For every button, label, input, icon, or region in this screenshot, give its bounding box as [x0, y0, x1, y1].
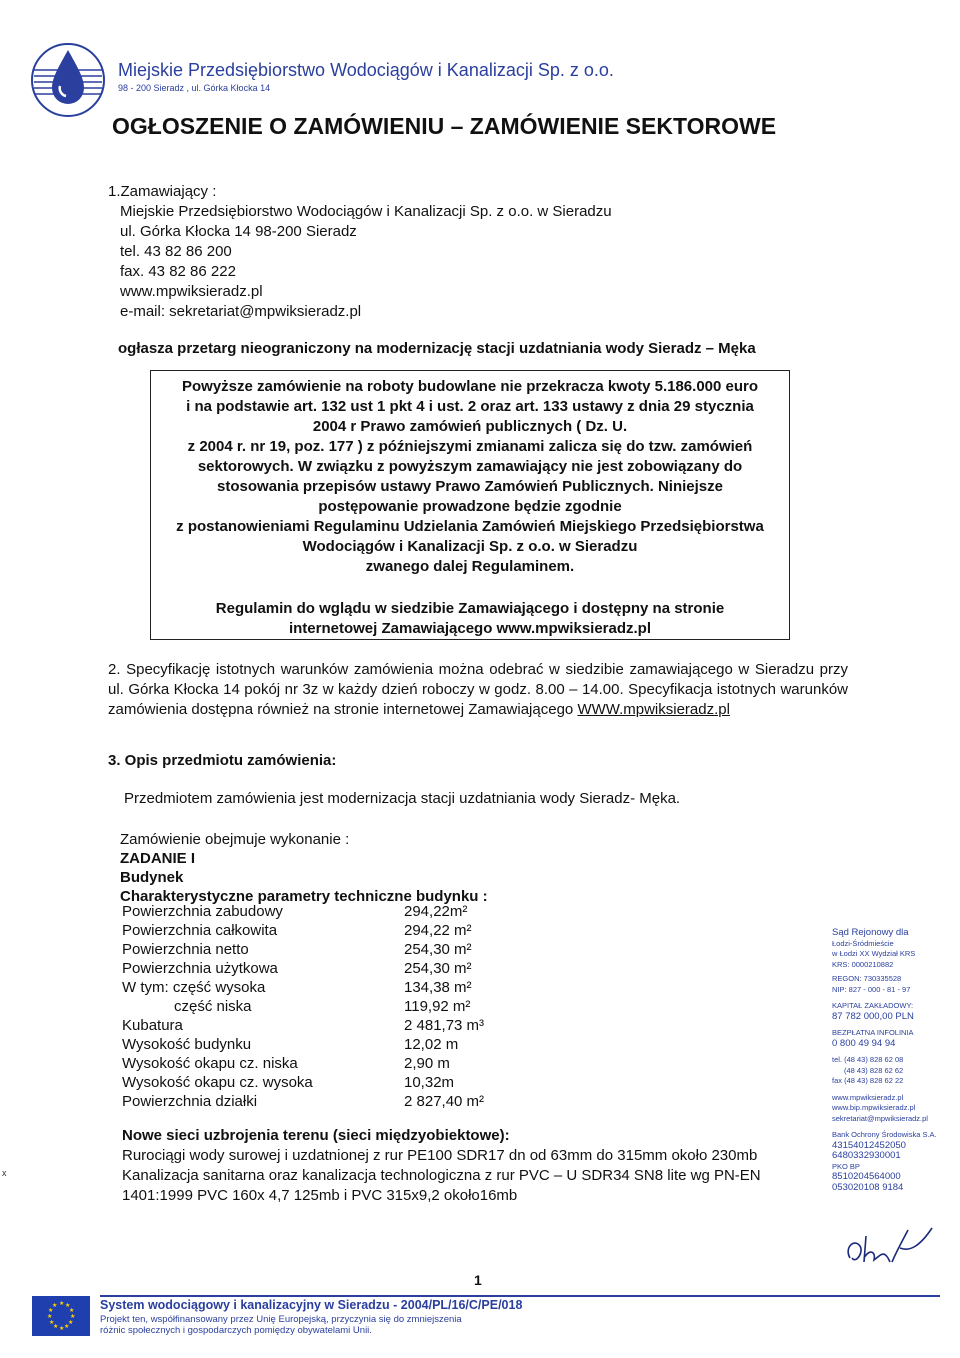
- regulation-line: internetowej Zamawiającego www.mpwiksieradz.pl: [288, 620, 652, 637]
- box-line: 2004 r Prawo zamówień publicznych ( Dz. U.: [312, 418, 628, 435]
- nets-heading: Nowe sieci uzbrojenia terenu (sieci międzyobiektowe):: [122, 1127, 510, 1144]
- page-number: 1: [474, 1272, 482, 1288]
- box-line: sektorowych. W związku z powyższym zamawiający nie jest zobowiązany do: [197, 458, 743, 475]
- table-row: [122, 959, 484, 978]
- court-city: Łodzi-Śródmieście: [832, 938, 894, 948]
- table-row: [122, 1054, 484, 1073]
- handwritten-signature: [840, 1218, 940, 1278]
- box-line: postępowanie prowadzone będzie zgodnie: [318, 498, 622, 515]
- task-label: ZADANIE I: [120, 850, 195, 867]
- param-value: 254,30 m²: [404, 941, 472, 958]
- footer-divider: [100, 1295, 940, 1297]
- authority-fax: fax. 43 82 86 222: [120, 263, 236, 280]
- email-link[interactable]: sekretariat@mpwiksieradz.pl: [832, 1113, 928, 1123]
- bank-account-2-cont: 053020108 9184: [832, 1181, 904, 1193]
- box-line: zwanego dalej Regulaminem.: [365, 558, 575, 575]
- fax-number: fax (48 43) 828 62 22: [832, 1076, 904, 1085]
- footer-funding-note: [100, 1314, 462, 1336]
- company-address: 98 - 200 Sieradz , ul. Górka Kłocka 14: [118, 83, 271, 93]
- funding-line: Projekt ten, współfinansowany przez Unię Europejską, przyczynia się do zmniejszenia: [100, 1314, 462, 1325]
- capital-value: 87 782 000,00 PLN: [832, 1010, 914, 1022]
- bank-account: 43154012452050: [832, 1139, 906, 1151]
- param-label: Powierzchnia całkowita: [122, 922, 278, 939]
- param-value: 2 481,73 m³: [404, 1017, 485, 1034]
- table-row: [122, 902, 484, 921]
- svg-text:★: ★: [70, 1313, 76, 1320]
- param-label: Wysokość okapu cz. niska: [122, 1055, 298, 1072]
- svg-text:★: ★: [48, 1307, 54, 1314]
- hotline-number: 0 800 49 94 94: [832, 1037, 896, 1049]
- box-line: stosowania przepisów ustawy Prawo Zamówień Publicznych. Niniejsze: [217, 478, 723, 495]
- announcement: ogłasza przetarg nieograniczony na modernizację stacji uzdatniania wody Sieradz – Męka: [118, 340, 756, 357]
- svg-text:★: ★: [65, 1302, 71, 1309]
- param-value: 12,02 m: [404, 1036, 459, 1053]
- company-registration-info: [832, 928, 942, 1193]
- legal-notice-box: [150, 370, 790, 640]
- param-label: Powierzchnia netto: [122, 941, 249, 958]
- phone-2: (48 43) 828 62 62: [844, 1065, 904, 1075]
- authority-name: Miejskie Przedsiębiorstwo Wodociągów i Kanalizacji Sp. z o.o. w Sieradzu: [120, 203, 612, 220]
- section-specification: [108, 660, 848, 720]
- nets-line: 1401:1999 PVC 160x 4,7 125mb i PVC 315x9,2 około16mb: [122, 1187, 518, 1204]
- table-row: [122, 1035, 484, 1054]
- table-row: [122, 1016, 484, 1035]
- spec-link[interactable]: WWW.mpwiksieradz.pl: [577, 701, 730, 718]
- param-label: Powierzchnia działki: [122, 1093, 258, 1110]
- svg-text:★: ★: [69, 1307, 75, 1314]
- krs-number: KRS: 0000210882: [832, 959, 894, 969]
- bank-name-2: PKO BP: [832, 1161, 860, 1171]
- bank-account-2: 8510204564000: [832, 1171, 901, 1182]
- section1-heading: 1.Zamawiający :: [108, 183, 217, 200]
- eu-flag-icon: [32, 1296, 90, 1336]
- svg-text:★: ★: [59, 1325, 65, 1332]
- param-value: 2,90 m: [404, 1055, 450, 1072]
- building-parameters-table: [122, 902, 484, 1111]
- param-value: 134,38 m²: [404, 979, 472, 996]
- capital-label: KAPITAŁ ZAKŁADOWY:: [832, 1001, 914, 1010]
- bank-account-cont: 6480332930001: [832, 1150, 901, 1161]
- company-name: Miejskie Przedsiębiorstwo Wodociągów i Kanalizacji Sp. z o.o.: [118, 60, 614, 80]
- box-line: Powyższe zamówienie na roboty budowlane nie przekracza kwoty 5.186.000 euro: [181, 378, 759, 395]
- param-label: Kubatura: [122, 1017, 183, 1034]
- svg-text:★: ★: [53, 1323, 59, 1330]
- box-line: Wodociągów i Kanalizacji Sp. z o.o. w Sieradzu: [302, 538, 638, 555]
- params-heading: Charakterystyczne parametry techniczne budynku :: [120, 888, 488, 905]
- param-label: Powierzchnia zabudowy: [122, 903, 283, 920]
- param-value: 254,30 m²: [404, 960, 472, 977]
- court-dept: w Łodzi XX Wydział KRS: [832, 949, 916, 958]
- param-value: 294,22m²: [404, 903, 468, 920]
- hotline-label: BEZPŁATNA INFOLINIA: [832, 1028, 914, 1037]
- spec-text: 2. Specyfikację istotnych warunków zamówienia można odebrać w siedzibie zamawiającego w Sieradzu przy ul. Górka Kłocka 14 pokój nr 3z w każdy dzień roboczy w godz. 8.00 – 14.00. Specyfikacja istotnych warunków zamówienia dostępna również na stronie internetowej Zamawiającego: [108, 661, 848, 718]
- svg-text:★: ★: [47, 1313, 53, 1320]
- authority-www: www.mpwiksieradz.pl: [120, 283, 263, 300]
- param-label: część niska: [174, 998, 252, 1015]
- svg-text:★: ★: [52, 1302, 58, 1309]
- table-row: [122, 940, 484, 959]
- section-contracting-authority: [108, 182, 612, 322]
- svg-text:★: ★: [59, 1300, 65, 1307]
- svg-text:★: ★: [49, 1319, 55, 1326]
- box-line: z postanowieniami Regulaminu Udzielania Zamówień Miejskiego Przedsiębiorstwa: [176, 518, 764, 535]
- param-label: Wysokość budynku: [122, 1036, 252, 1053]
- param-value: 119,92 m²: [404, 998, 471, 1015]
- table-row: [122, 978, 484, 997]
- nets-line: Kanalizacja sanitarna oraz kanalizacja technologiczna z rur PVC – U SDR34 SN8 lite wg PN-EN: [122, 1167, 761, 1184]
- authority-street: ul. Górka Kłocka 14 98-200 Sieradz: [120, 223, 357, 240]
- param-value: 10,32m: [404, 1074, 455, 1091]
- bank-name: Bank Ochrony Środowiska S.A.: [832, 1130, 937, 1139]
- svg-text:★: ★: [68, 1319, 74, 1326]
- param-label: Powierzchnia użytkowa: [122, 960, 278, 977]
- utility-networks: [122, 1126, 832, 1206]
- building-label: Budynek: [120, 869, 184, 886]
- phone-1: tel. (48 43) 828 62 08: [832, 1055, 904, 1064]
- authority-email: e-mail: sekretariat@mpwiksieradz.pl: [120, 303, 362, 320]
- authority-tel: tel. 43 82 86 200: [120, 243, 232, 260]
- page-title: OGŁOSZENIE O ZAMÓWIENIU – ZAMÓWIENIE SEKTOROWE: [112, 113, 777, 139]
- param-label: W tym: część wysoka: [122, 979, 266, 996]
- scope-block: [120, 830, 488, 906]
- regulation-line: Regulamin do wglądu w siedzibie Zamawiającego i dostępny na stronie: [215, 600, 725, 617]
- box-line: i na podstawie art. 132 ust 1 pkt 4 i ust. 2 oraz art. 133 ustawy z dnia 29 stycznia: [186, 398, 754, 415]
- table-row: [122, 997, 484, 1016]
- table-row: [122, 921, 484, 940]
- subject-description: Przedmiotem zamówienia jest modernizacja stacji uzdatniania wody Sieradz- Męka.: [124, 790, 681, 807]
- website-link[interactable]: www.mpwiksieradz.pl: [832, 1092, 904, 1102]
- court-label: Sąd Rejonowy dla: [832, 927, 909, 938]
- funding-line: różnic społecznych i gospodarczych pomiędzy obywatelami Unii.: [100, 1325, 372, 1336]
- scope-intro: Zamówienie obejmuje wykonanie :: [120, 831, 350, 848]
- param-label: Wysokość okapu cz. wysoka: [122, 1074, 313, 1091]
- nip-number: NIP: 827 - 000 - 81 - 97: [832, 984, 911, 994]
- regon-number: REGON: 730335528: [832, 974, 902, 983]
- section3-heading: 3. Opis przedmiotu zamówienia:: [108, 752, 337, 769]
- box-line: z 2004 r. nr 19, poz. 177 ) z późniejszymi zmianami zalicza się do tzw. zamówień: [187, 438, 753, 455]
- margin-mark: x: [2, 1168, 7, 1178]
- param-value: 2 827,40 m²: [404, 1093, 485, 1110]
- param-value: 294,22 m²: [404, 922, 472, 939]
- svg-text:★: ★: [64, 1323, 70, 1330]
- footer-project-title: System wodociągowy i kanalizacyjny w Sieradzu - 2004/PL/16/C/PE/018: [100, 1298, 523, 1312]
- bip-link[interactable]: www.bip.mpwiksieradz.pl: [832, 1103, 916, 1112]
- table-row: [122, 1073, 484, 1092]
- table-row: [122, 1092, 484, 1111]
- nets-line: Rurociągi wody surowej i uzdatnionej z rur PE100 SDR17 dn od 63mm do 315mm około 230mb: [122, 1147, 758, 1164]
- company-logo: [28, 40, 108, 120]
